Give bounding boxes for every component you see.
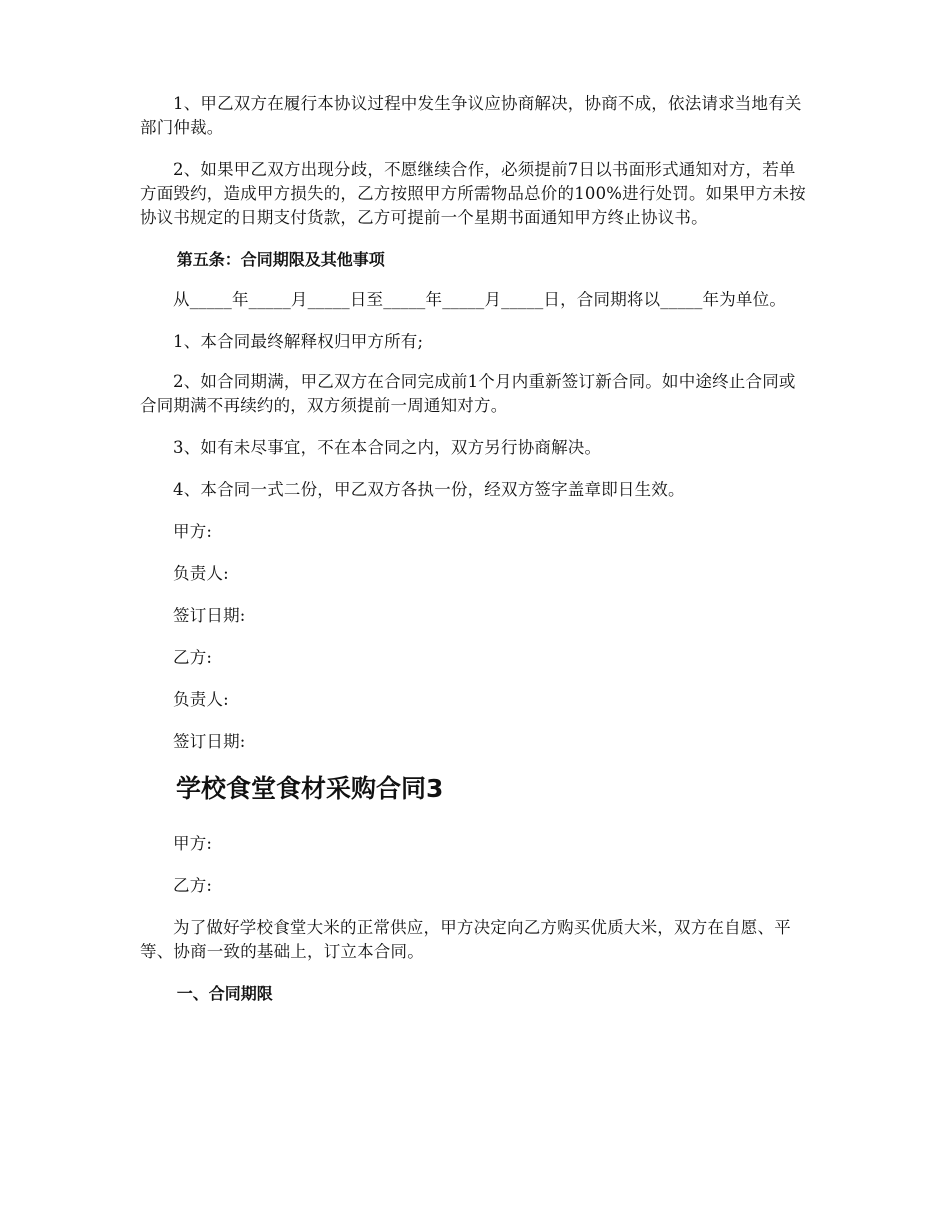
article5-heading: 第五条：合同期限及其他事项 <box>176 250 385 269</box>
contract3-party-b: 乙方: <box>173 876 213 895</box>
signature-party-a: 甲方: <box>173 522 213 541</box>
signature-party-b-person: 负责人: <box>173 690 229 709</box>
dispute-clause-1: 1、甲乙双方在履行本协议过程中发生争议应协商解决，协商不成，依法请求当地有关部门仲裁。 <box>140 94 802 137</box>
signature-party-a-date: 签订日期: <box>173 606 246 625</box>
contract-term-line: 从_____年_____月_____日至_____年_____月_____日，合同期将以_____年为单位。 <box>173 290 787 309</box>
signature-party-b: 乙方: <box>173 648 213 667</box>
signature-party-b-date: 签订日期: <box>173 732 246 751</box>
section1-heading: 一、合同期限 <box>176 984 273 1003</box>
dispute-clause-2: 2、如果甲乙双方出现分歧，不愿继续合作，必须提前7日以书面形式通知对方，若单方面毁约，造成甲方损失的，乙方按照甲方所需物品总价的100%进行处罚。如果甲方未按协议书规定的日期支付货款，乙方可提前一个星期书面通知甲方终止协议书。 <box>140 160 806 227</box>
contract3-title: 学校食堂食材采购合同3 <box>176 774 444 803</box>
contract3-intro: 为了做好学校食堂大米的正常供应，甲方决定向乙方购买优质大米，双方在自愿、平等、协商一致的基础上，订立本合同。 <box>140 918 791 961</box>
signature-party-a-person: 负责人: <box>173 564 229 583</box>
contract3-party-a: 甲方: <box>173 834 213 853</box>
article5-item-4: 4、本合同一式二份，甲乙双方各执一份，经双方签字盖章即日生效。 <box>173 480 685 499</box>
document-page <box>140 92 812 1022</box>
article5-item-1: 1、本合同最终解释权归甲方所有; <box>173 332 424 351</box>
article5-item-3: 3、如有未尽事宜，不在本合同之内，双方另行协商解决。 <box>173 438 602 457</box>
article5-item-2: 2、如合同期满，甲乙双方在合同完成前1个月内重新签订新合同。如中途终止合同或合同期满不再续约的，双方须提前一周通知对方。 <box>140 372 796 415</box>
